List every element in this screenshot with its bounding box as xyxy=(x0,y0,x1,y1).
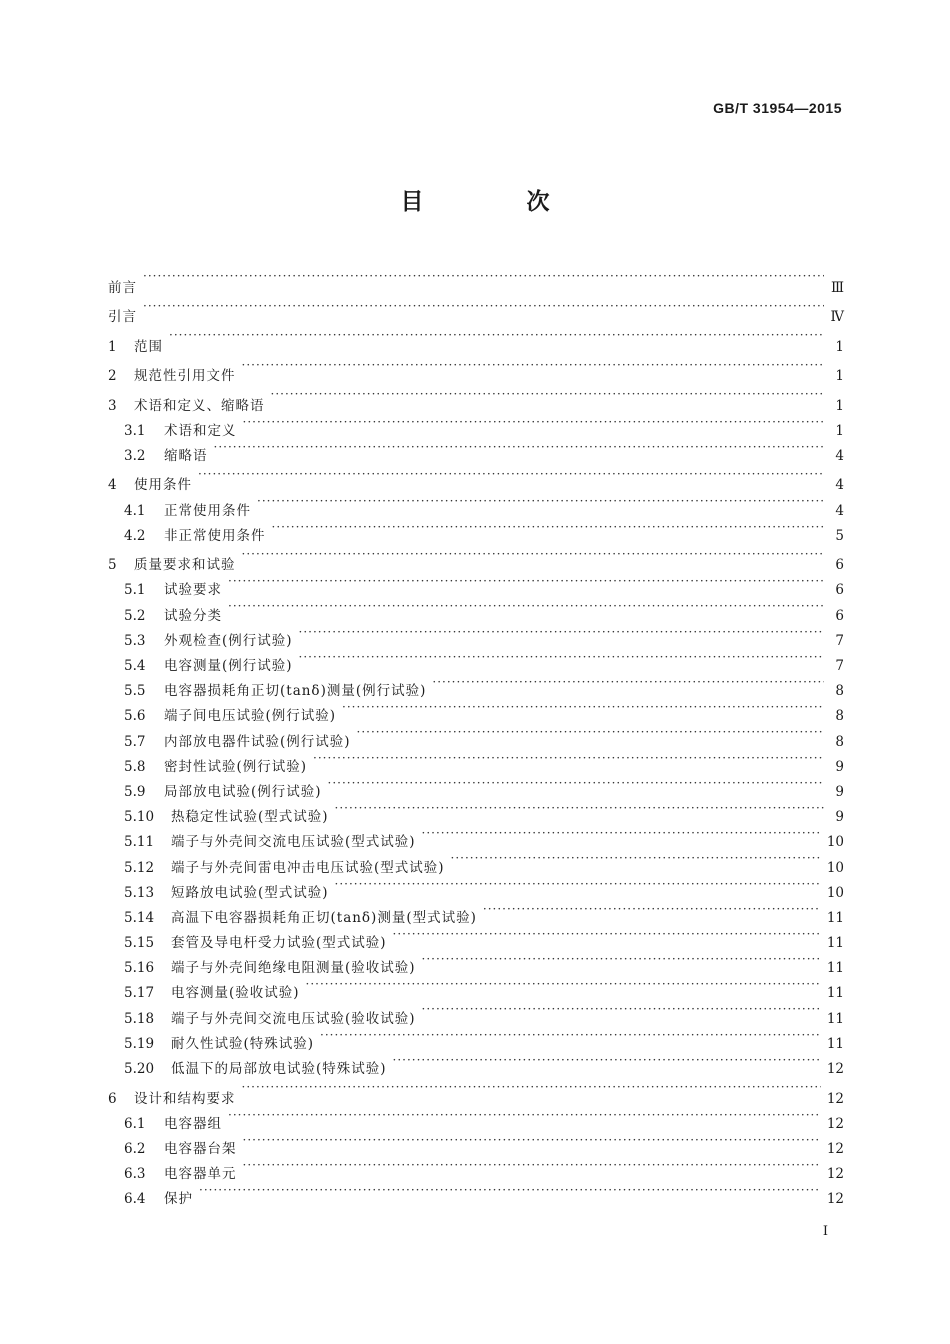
dot-leader xyxy=(357,720,824,745)
toc-entry-number: 5.17 xyxy=(124,985,155,1002)
toc-entry-page: Ⅳ xyxy=(830,309,844,325)
toc-entry-label: 电容器单元 xyxy=(164,1166,237,1183)
toc-entry[interactable] xyxy=(108,321,844,355)
toc-entry-page: 1 xyxy=(835,338,844,355)
dot-leader xyxy=(169,321,824,351)
toc-entry-page: 12 xyxy=(826,1191,844,1208)
dot-leader xyxy=(328,771,824,796)
toc-entry-number: 5.16 xyxy=(124,960,155,977)
toc-entry-page: 5 xyxy=(835,527,844,544)
table-of-contents xyxy=(108,262,844,1208)
toc-entry[interactable] xyxy=(108,1178,844,1208)
toc-entry-page: 9 xyxy=(835,809,844,826)
dot-leader xyxy=(228,1103,821,1128)
toc-entry-label: 使用条件 xyxy=(134,477,192,494)
toc-entry[interactable] xyxy=(108,435,844,464)
dot-leader xyxy=(214,435,825,460)
toc-entry-page: 8 xyxy=(835,708,844,725)
toc-entry-number: 5.14 xyxy=(124,909,155,926)
dot-leader xyxy=(272,515,825,540)
toc-entry-page: 1 xyxy=(835,368,844,384)
toc-entry-page: 11 xyxy=(826,1010,844,1027)
toc-entry-number: 4 xyxy=(108,477,117,494)
toc-entry-label: 正常使用条件 xyxy=(164,502,251,519)
toc-entry-number: 5.3 xyxy=(124,632,146,649)
toc-entry-page: 12 xyxy=(826,1166,844,1183)
toc-entry-page: 11 xyxy=(826,985,844,1002)
toc-entry-number: 6.2 xyxy=(124,1140,146,1157)
toc-entry-label: 范围 xyxy=(134,338,163,355)
toc-entry-number: 5.13 xyxy=(124,884,155,901)
toc-entry-number: 6.4 xyxy=(124,1191,146,1208)
toc-entry[interactable] xyxy=(108,351,844,384)
toc-entry-number: 5.4 xyxy=(124,658,146,674)
toc-entry[interactable] xyxy=(108,292,844,325)
toc-entry-number: 6.1 xyxy=(124,1115,146,1132)
dot-leader xyxy=(335,796,824,821)
toc-entry-page: 11 xyxy=(826,1035,844,1052)
toc-entry-label: 高温下电容器损耗角正切(tanδ)测量(型式试验) xyxy=(171,909,477,926)
dot-leader xyxy=(422,821,821,846)
dot-leader xyxy=(199,1178,821,1203)
toc-entry-label: 质量要求和试验 xyxy=(134,557,236,574)
toc-entry-number: 6 xyxy=(108,1090,117,1107)
dot-leader xyxy=(306,972,821,997)
toc-entry-number: 5.2 xyxy=(124,607,146,624)
toc-entry-label: 保护 xyxy=(164,1191,193,1208)
toc-entry-page: 10 xyxy=(826,834,844,851)
toc-entry-page: 1 xyxy=(835,422,844,439)
toc-entry-number: 5.1 xyxy=(124,582,146,599)
toc-entry-label: 试验分类 xyxy=(164,607,222,624)
dot-leader xyxy=(243,410,825,435)
toc-entry-number: 2 xyxy=(108,368,117,384)
toc-entry-page: 7 xyxy=(835,658,844,674)
toc-entry-label: 电容器组 xyxy=(164,1115,222,1132)
toc-entry-page: 4 xyxy=(835,477,844,494)
toc-entry-label: 局部放电试验(例行试验) xyxy=(164,783,322,800)
toc-entry-page: 7 xyxy=(835,632,844,649)
standard-code: GB/T 31954—2015 xyxy=(713,100,842,116)
toc-entry-label: 内部放电器件试验(例行试验) xyxy=(164,733,351,750)
toc-entry-label: 热稳定性试验(型式试验) xyxy=(171,809,329,826)
toc-entry-label: 端子与外壳间绝缘电阻测量(验收试验) xyxy=(171,960,416,977)
toc-entry-label: 缩略语 xyxy=(164,447,208,464)
toc-entry-number: 5.9 xyxy=(124,783,146,800)
toc-entry-page: 11 xyxy=(826,960,844,977)
toc-entry-number: 4.1 xyxy=(124,502,146,519)
toc-entry-page: Ⅲ xyxy=(830,279,844,296)
toc-entry-number: 5.8 xyxy=(124,758,146,775)
toc-entry-number: 5.20 xyxy=(124,1061,155,1077)
toc-entry-label: 低温下的局部放电试验(特殊试验) xyxy=(171,1061,387,1077)
toc-entry-number: 4.2 xyxy=(124,527,146,544)
toc-entry-number: 5.15 xyxy=(124,935,155,952)
dot-leader xyxy=(393,922,821,947)
toc-entry-number: 3 xyxy=(108,397,117,414)
toc-entry-number: 5 xyxy=(108,557,117,574)
toc-entry-number: 5.18 xyxy=(124,1010,155,1027)
toc-entry-label: 规范性引用文件 xyxy=(134,368,236,384)
dot-leader xyxy=(451,846,821,871)
toc-entry-label: 外观检查(例行试验) xyxy=(164,632,293,649)
dot-leader xyxy=(271,380,825,410)
toc-entry[interactable] xyxy=(108,460,844,494)
toc-entry-label: 试验要求 xyxy=(164,582,222,599)
toc-entry-page: 11 xyxy=(826,935,844,952)
toc-entry-number: 5.12 xyxy=(124,859,155,876)
dot-leader xyxy=(143,292,824,322)
toc-entry-label: 电容测量(验收试验) xyxy=(171,985,300,1002)
toc-entry-number: 3.1 xyxy=(124,422,146,439)
toc-entry-page: 8 xyxy=(835,683,844,700)
dot-leader xyxy=(242,540,825,570)
toc-entry-label: 设计和结构要求 xyxy=(134,1090,236,1107)
dot-leader xyxy=(243,1128,821,1153)
toc-entry-label: 端子与外壳间雷电冲击电压试验(型式试验) xyxy=(171,859,445,876)
toc-entry-label: 端子间电压试验(例行试验) xyxy=(164,708,337,725)
toc-entry-label: 非正常使用条件 xyxy=(164,527,266,544)
dot-leader xyxy=(143,262,824,292)
dot-leader xyxy=(342,695,824,720)
toc-entry-number: 6.3 xyxy=(124,1166,146,1183)
toc-entry-page: 6 xyxy=(835,582,844,599)
toc-entry-label: 电容测量(例行试验) xyxy=(164,658,293,674)
toc-entry-number: 5.6 xyxy=(124,708,146,725)
toc-entry-page: 12 xyxy=(826,1115,844,1132)
toc-entry-page: 8 xyxy=(835,733,844,750)
dot-leader xyxy=(432,670,824,695)
dot-leader xyxy=(228,594,824,619)
toc-entry-number: 5.10 xyxy=(124,809,155,826)
dot-leader xyxy=(299,620,824,645)
dot-leader xyxy=(483,897,821,922)
page-title: 目 次 xyxy=(400,189,590,215)
dot-leader xyxy=(422,997,821,1022)
toc-entry[interactable] xyxy=(108,262,844,296)
toc-entry-number: 5.19 xyxy=(124,1035,155,1052)
dot-leader xyxy=(393,1048,821,1073)
toc-entry-label: 引言 xyxy=(108,309,137,325)
toc-entry-label: 电容器台架 xyxy=(164,1140,237,1157)
dot-leader xyxy=(299,645,824,670)
toc-entry-number: 3.2 xyxy=(124,447,146,464)
toc-entry-label: 套管及导电杆受力试验(型式试验) xyxy=(171,935,387,952)
toc-entry-page: 9 xyxy=(835,783,844,800)
toc-entry-number: 5.11 xyxy=(124,834,155,851)
toc-entry-label: 电容器损耗角正切(tanδ)测量(例行试验) xyxy=(164,683,427,700)
dot-leader xyxy=(198,460,824,490)
dot-leader xyxy=(422,947,821,972)
toc-entry-label: 术语和定义、缩略语 xyxy=(134,397,265,414)
toc-entry-label: 耐久性试验(特殊试验) xyxy=(171,1035,315,1052)
dot-leader xyxy=(313,746,824,771)
toc-entry-page: 10 xyxy=(826,884,844,901)
toc-entry-label: 短路放电试验(型式试验) xyxy=(171,884,329,901)
toc-entry-page: 6 xyxy=(835,607,844,624)
toc-entry-page: 12 xyxy=(826,1061,844,1077)
toc-entry-page: 6 xyxy=(835,557,844,574)
toc-entry-page: 11 xyxy=(826,909,844,926)
toc-entry-label: 端子与外壳间交流电压试验(验收试验) xyxy=(171,1010,416,1027)
dot-leader xyxy=(242,1073,821,1103)
toc-entry-page: 10 xyxy=(826,859,844,876)
dot-leader xyxy=(257,489,824,514)
dot-leader xyxy=(242,351,825,381)
toc-entry-page: 4 xyxy=(835,502,844,519)
toc-entry-number: 5.5 xyxy=(124,683,146,700)
toc-entry-label: 密封性试验(例行试验) xyxy=(164,758,308,775)
toc-entry[interactable] xyxy=(108,489,844,519)
toc-entry-page: 12 xyxy=(826,1090,844,1107)
toc-entry-label: 术语和定义 xyxy=(164,422,237,439)
toc-entry-page: 1 xyxy=(835,397,844,414)
toc-entry-page: 4 xyxy=(835,447,844,464)
dot-leader xyxy=(243,1153,821,1178)
dot-leader xyxy=(335,872,821,897)
toc-entry-number: 5.7 xyxy=(124,733,146,750)
toc-entry-label: 端子与外壳间交流电压试验(型式试验) xyxy=(171,834,416,851)
dot-leader xyxy=(228,569,824,594)
toc-entry-page: 12 xyxy=(826,1140,844,1157)
page-number: I xyxy=(822,1224,828,1239)
toc-entry-number: 1 xyxy=(108,338,117,355)
toc-entry-page: 9 xyxy=(835,758,844,775)
dot-leader xyxy=(320,1023,821,1048)
toc-entry-label: 前言 xyxy=(108,279,137,296)
